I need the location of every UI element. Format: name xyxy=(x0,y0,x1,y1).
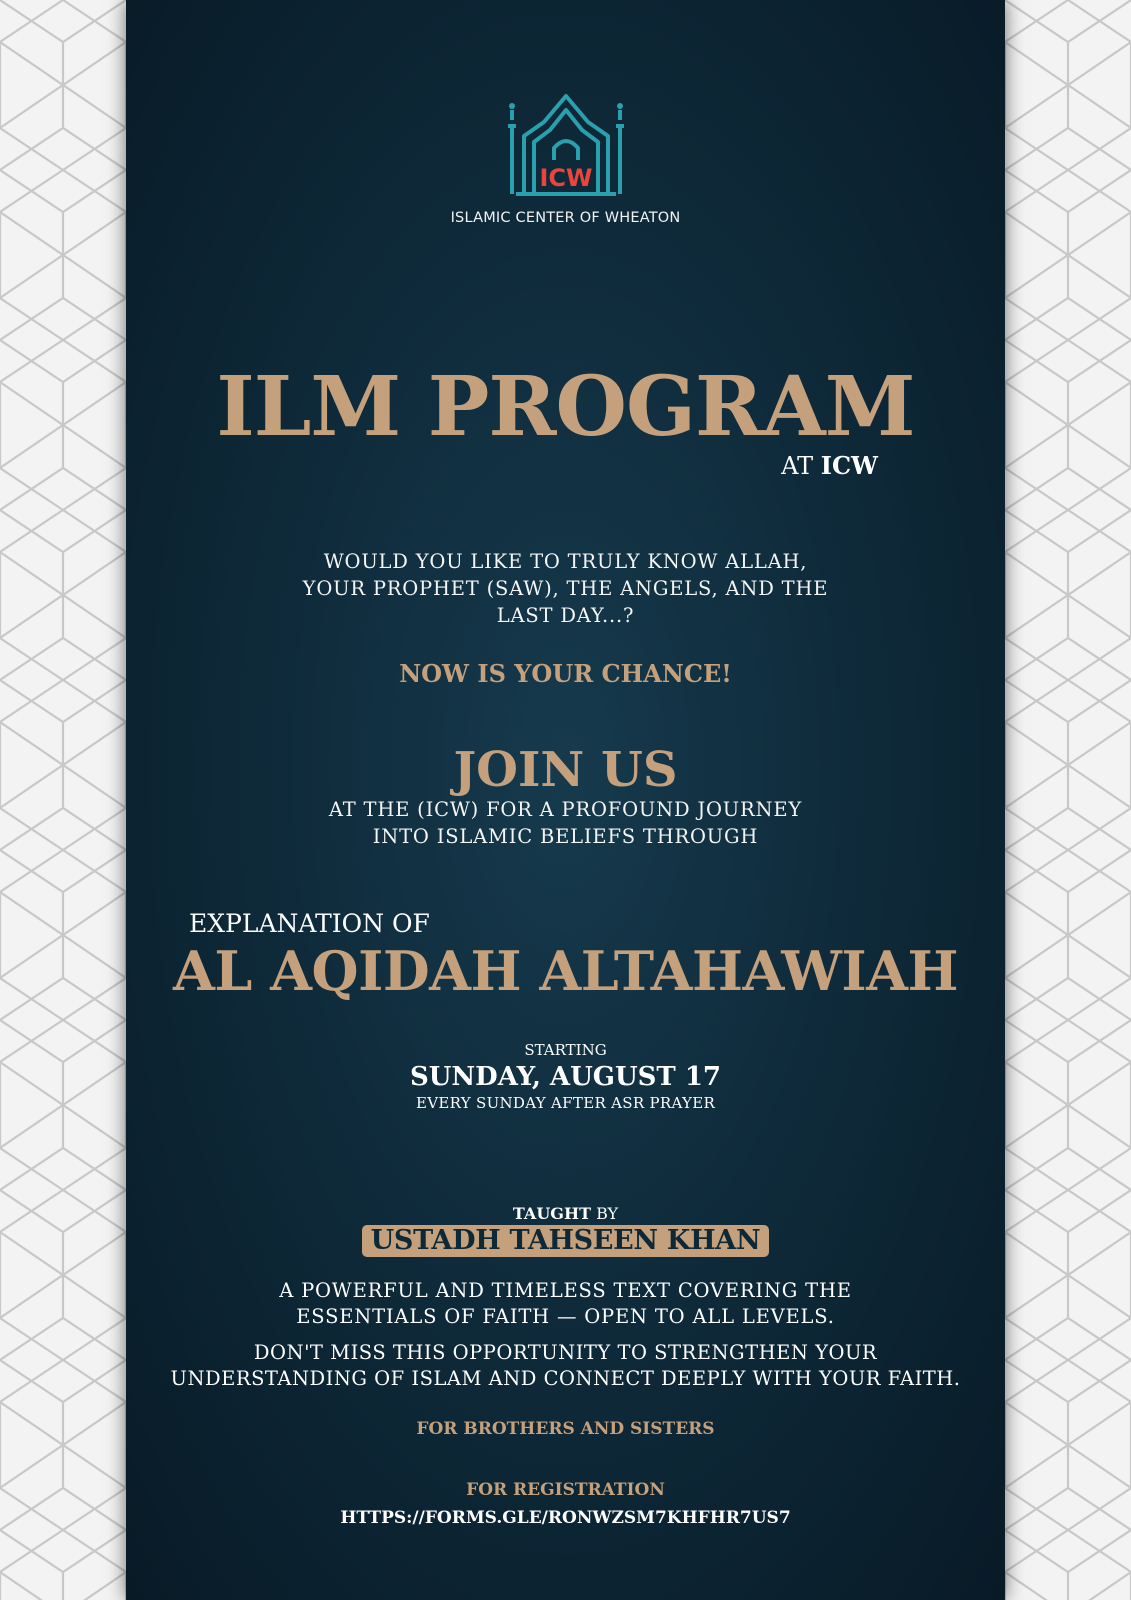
join-line-1: AT THE (ICW) FOR A PROFOUND JOURNEY xyxy=(328,798,803,821)
dont-miss-line-1: DON'T MISS THIS OPPORTUNITY TO STRENGTHEN YOUR xyxy=(253,1341,878,1364)
program-subtitle xyxy=(781,451,878,480)
starting-label: STARTING xyxy=(524,1041,607,1059)
schedule-frequency: EVERY SUNDAY AFTER ASR PRAYER xyxy=(415,1094,716,1112)
flyer-panel xyxy=(126,0,1005,1600)
course-description xyxy=(126,1278,1005,1330)
chance-heading: NOW IS YOUR CHANCE! xyxy=(399,659,732,688)
teacher-name-badge: USTADH TAHSEEN KHAN xyxy=(362,1225,770,1257)
org-name: ISLAMIC CENTER OF WHEATON xyxy=(450,210,681,226)
question-line-2: YOUR PROPHET (SAW), THE ANGELS, AND THE xyxy=(302,577,829,600)
join-line-2: INTO ISLAMIC BELIEFS THROUGH xyxy=(372,825,759,848)
question-line-3: LAST DAY...? xyxy=(496,604,635,627)
start-date: SUNDAY, AUGUST 17 xyxy=(409,1062,722,1092)
teacher-badge-row xyxy=(126,1225,1005,1257)
explanation-prefix: EXPLANATION OF xyxy=(189,909,430,938)
taught-bold: TAUGHT xyxy=(512,1204,591,1223)
dont-miss-line-2: UNDERSTANDING OF ISLAM AND CONNECT DEEPLY WITH YOUR FAITH. xyxy=(170,1367,961,1390)
geometric-pattern-right xyxy=(1005,0,1131,1600)
taught-by-label xyxy=(126,1204,1005,1224)
dont-miss-text xyxy=(126,1340,1005,1392)
audience-label: FOR BROTHERS AND SISTERS xyxy=(416,1419,715,1439)
logo-monogram: ICW xyxy=(539,164,593,192)
taught-rest: BY xyxy=(590,1204,619,1223)
description-line-1: A POWERFUL AND TIMELESS TEXT COVERING THE xyxy=(279,1279,852,1302)
question-line-1: WOULD YOU LIKE TO TRULY KNOW ALLAH, xyxy=(323,550,808,573)
subtitle-prefix: AT xyxy=(781,452,821,480)
mosque-logo-icon xyxy=(502,90,630,202)
course-title: AL AQIDAH ALTAHAWIAH xyxy=(172,939,959,1003)
registration-url[interactable]: HTTPS://FORMS.GLE/RONWZSM7KHFHR7US7 xyxy=(340,1508,791,1528)
subtitle-highlight: ICW xyxy=(820,451,878,480)
geometric-pattern-left xyxy=(0,0,126,1600)
join-heading: JOIN US xyxy=(453,742,678,798)
registration-label: FOR REGISTRATION xyxy=(466,1480,665,1500)
description-line-2: ESSENTIALS OF FAITH — OPEN TO ALL LEVELS. xyxy=(296,1305,835,1328)
intro-question xyxy=(126,548,1005,629)
join-text xyxy=(126,796,1005,850)
program-title: ILM PROGRAM xyxy=(216,359,915,455)
